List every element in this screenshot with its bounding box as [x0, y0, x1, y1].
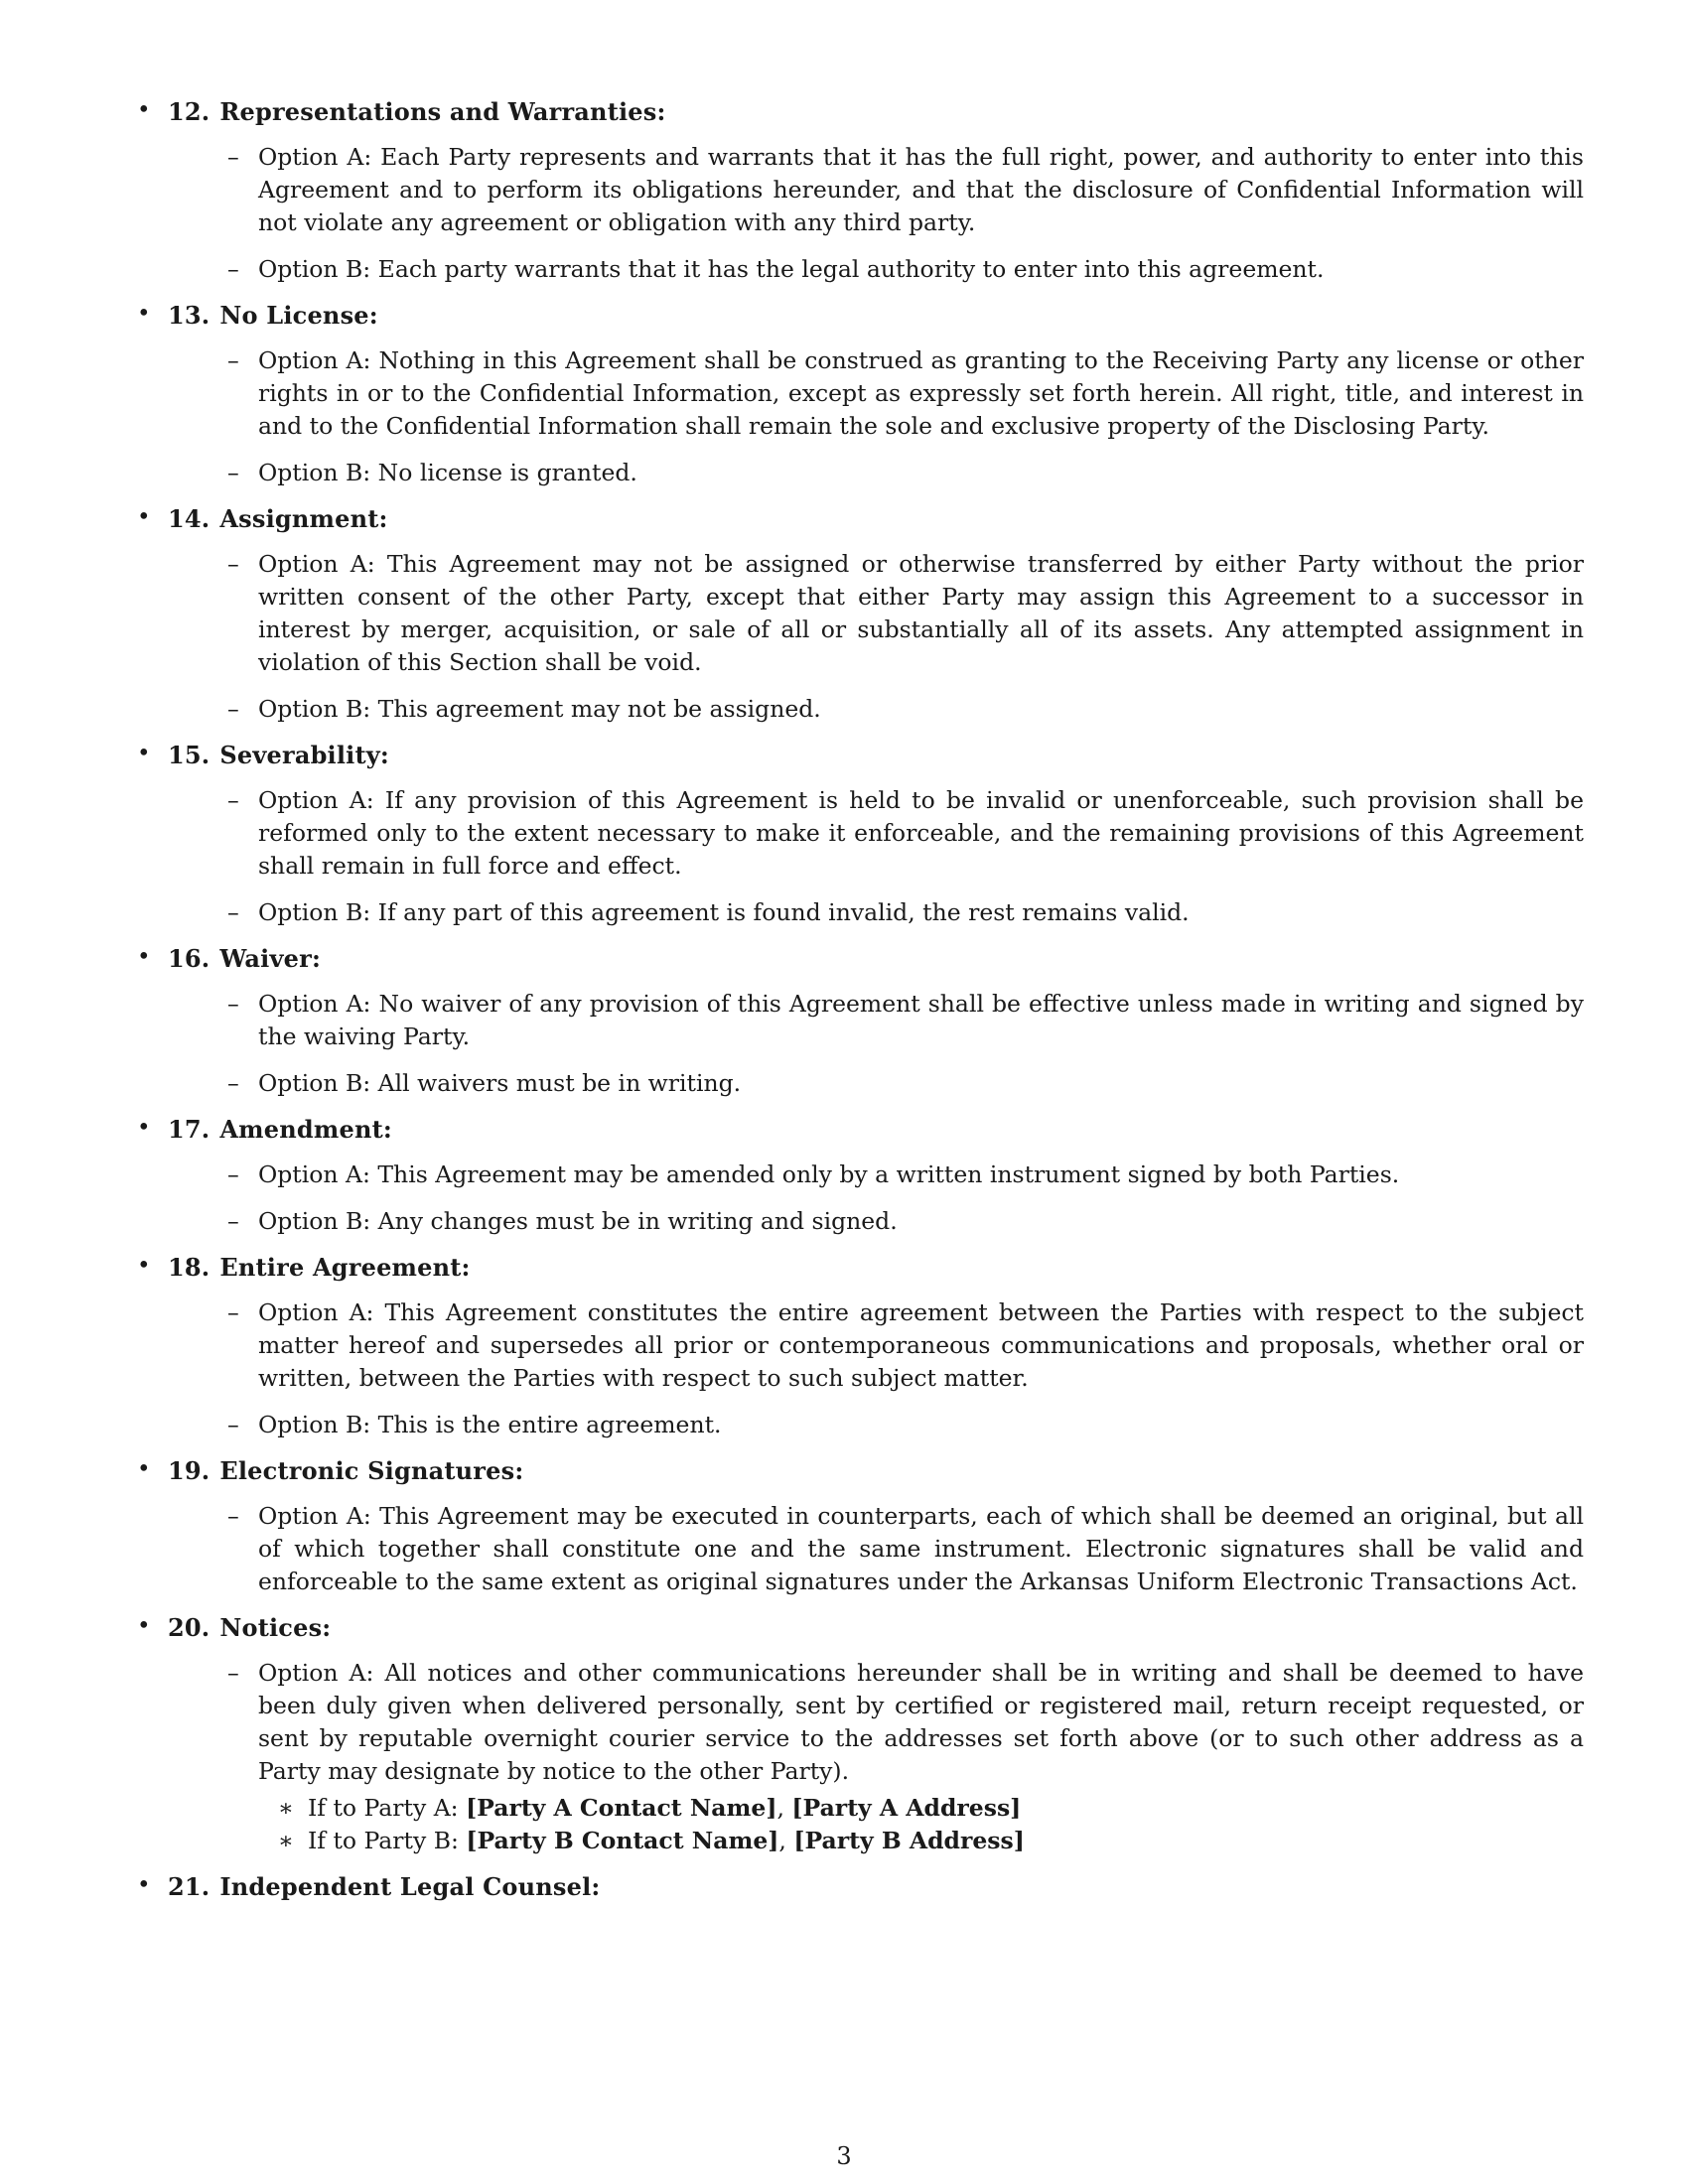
- option-b: – Option B: If any part of this agreement is found invalid, the rest remains valid.: [227, 896, 1584, 929]
- dash-icon: –: [227, 1659, 239, 1687]
- section-13: [137, 300, 1584, 489]
- section-17: [137, 1114, 1584, 1238]
- section-title: 21. Independent Legal Counsel:: [168, 1872, 601, 1901]
- bullet-icon: •: [137, 1613, 151, 1639]
- placeholder-address: [Party B Address]: [793, 1827, 1025, 1854]
- option-a: – Option A: If any provision of this Agreement is held to be invalid or unenforceable, such provision shall be reformed only to the extent necessary to make it enforceable, and the remaining provisions of this Agreement shall remain in full force and effect.: [227, 786, 1584, 880]
- option-b: – Option B: All waivers must be in writing.: [227, 1067, 1584, 1100]
- option-list: [168, 988, 1584, 1100]
- option-list: [168, 784, 1584, 929]
- option-b: – Option B: This is the entire agreement.: [227, 1409, 1584, 1441]
- bullet-icon: •: [137, 741, 151, 766]
- dash-icon: –: [227, 459, 239, 486]
- option-list: [168, 1657, 1584, 1857]
- option-a: – Option A: This Agreement may be executed in counterparts, each of which shall be deemed an original, but all of which together shall constitute one and the same instrument. Electronic signatures shall be valid and enforceable to the same extent as original signatures under the Arkansas Uniform Electronic Transactions Act.: [227, 1502, 1584, 1595]
- section-title: 19. Electronic Signatures:: [168, 1456, 524, 1485]
- dash-icon: –: [227, 786, 239, 814]
- option-a: – Option A: This Agreement may be amended only by a written instrument signed by both Parties.: [227, 1159, 1584, 1191]
- section-16: [137, 943, 1584, 1100]
- section-title: 16. Waiver:: [168, 944, 322, 973]
- section-title: 18. Entire Agreement:: [168, 1253, 471, 1282]
- section-12: [137, 96, 1584, 286]
- option-list: [168, 141, 1584, 286]
- placeholder-name: [Party A Contact Name]: [466, 1794, 777, 1822]
- option-list: [168, 344, 1584, 489]
- page-number: 3: [836, 2142, 852, 2170]
- asterisk-icon: ∗: [278, 1827, 294, 1854]
- bullet-icon: •: [137, 1115, 151, 1141]
- option-a: – Option A: No waiver of any provision of this Agreement shall be effective unless made in writing and signed by the waiving Party.: [227, 990, 1584, 1050]
- option-a: – Option A: This Agreement may not be assigned or otherwise transferred by either Party without the prior written consent of the other Party, except that either Party may assign this Agreement to a successor in interest by merger, acquisition, or sale of all or substantially all of its assets. Any attempted assignment in violation of this Section shall be void.: [227, 550, 1584, 676]
- section-15: [137, 740, 1584, 929]
- asterisk-icon: ∗: [278, 1794, 294, 1822]
- section-title: 13. No License:: [168, 301, 378, 330]
- section-21: [137, 1871, 1584, 1903]
- dash-icon: –: [227, 550, 239, 578]
- dash-icon: –: [227, 1298, 239, 1326]
- dash-icon: –: [227, 990, 239, 1018]
- bullet-icon: •: [137, 504, 151, 530]
- bullet-icon: •: [137, 944, 151, 970]
- section-18: [137, 1252, 1584, 1441]
- placeholder-name: [Party B Contact Name]: [466, 1827, 779, 1854]
- section-14: [137, 503, 1584, 726]
- dash-icon: –: [227, 898, 239, 926]
- section-title: 17. Amendment:: [168, 1115, 392, 1144]
- option-b: – Option B: Any changes must be in writing and signed.: [227, 1205, 1584, 1238]
- dash-icon: –: [227, 1411, 239, 1438]
- document-body: [137, 96, 1584, 1916]
- option-list: [168, 1159, 1584, 1238]
- dash-icon: –: [227, 1069, 239, 1097]
- bullet-icon: •: [137, 97, 151, 123]
- contact-list: [258, 1792, 1584, 1857]
- option-b: – Option B: This agreement may not be assigned.: [227, 693, 1584, 726]
- option-b: – Option B: No license is granted.: [227, 457, 1584, 489]
- option-a: – Option A: Nothing in this Agreement shall be construed as granting to the Receiving Party any license or other rights in or to the Confidential Information, except as expressly set forth herein. All right, title, and interest in and to the Confidential Information shall remain the sole and exclusive property of the Disclosing Party.: [227, 346, 1584, 440]
- option-a: – Option A: All notices and other communications hereunder shall be in writing and shall be deemed to have been duly given when delivered personally, sent by certified or registered mail, return receipt requested, or sent by reputable overnight courier service to the addresses set forth above (or to such other address as a Party may designate by notice to the other Party). ∗ If to Party A: [Party A Contact Name], [Party A Address] ∗ If to Party B: [Party B Contact Name], [Party B Address]: [227, 1657, 1584, 1857]
- section-19: [137, 1455, 1584, 1598]
- bullet-icon: •: [137, 1872, 151, 1898]
- option-a: – Option A: This Agreement constitutes the entire agreement between the Parties with respect to the subject matter hereof and supersedes all prior or contemporaneous communications and proposals, whether oral or written, between the Parties with respect to such subject matter.: [227, 1298, 1584, 1392]
- section-title: 15. Severability:: [168, 741, 389, 769]
- placeholder-address: [Party A Address]: [791, 1794, 1022, 1822]
- dash-icon: –: [227, 695, 239, 723]
- section-title: 20. Notices:: [168, 1613, 332, 1642]
- dash-icon: –: [227, 346, 239, 374]
- bullet-icon: •: [137, 301, 151, 327]
- section-title: 14. Assignment:: [168, 504, 388, 533]
- bullet-icon: •: [137, 1253, 151, 1279]
- contact-party-b: ∗ If to Party B: [Party B Contact Name], [Party B Address]: [278, 1825, 1584, 1857]
- dash-icon: –: [227, 1160, 239, 1188]
- option-b: – Option B: Each party warrants that it has the legal authority to enter into this agreement.: [227, 253, 1584, 286]
- contact-party-a: ∗ If to Party A: [Party A Contact Name], [Party A Address]: [278, 1792, 1584, 1825]
- dash-icon: –: [227, 1207, 239, 1235]
- option-list: [168, 548, 1584, 726]
- option-list: [168, 1500, 1584, 1598]
- dash-icon: –: [227, 255, 239, 283]
- option-list: [168, 1297, 1584, 1441]
- section-title: 12. Representations and Warranties:: [168, 97, 666, 126]
- section-list: [137, 96, 1584, 1903]
- dash-icon: –: [227, 1502, 239, 1530]
- option-a: – Option A: Each Party represents and warrants that it has the full right, power, and authority to enter into this Agreement and to perform its obligations hereunder, and that the disclosure of Confidential Information will not violate any agreement or obligation with any third party.: [227, 143, 1584, 236]
- bullet-icon: •: [137, 1456, 151, 1482]
- section-20: [137, 1612, 1584, 1857]
- dash-icon: –: [227, 143, 239, 171]
